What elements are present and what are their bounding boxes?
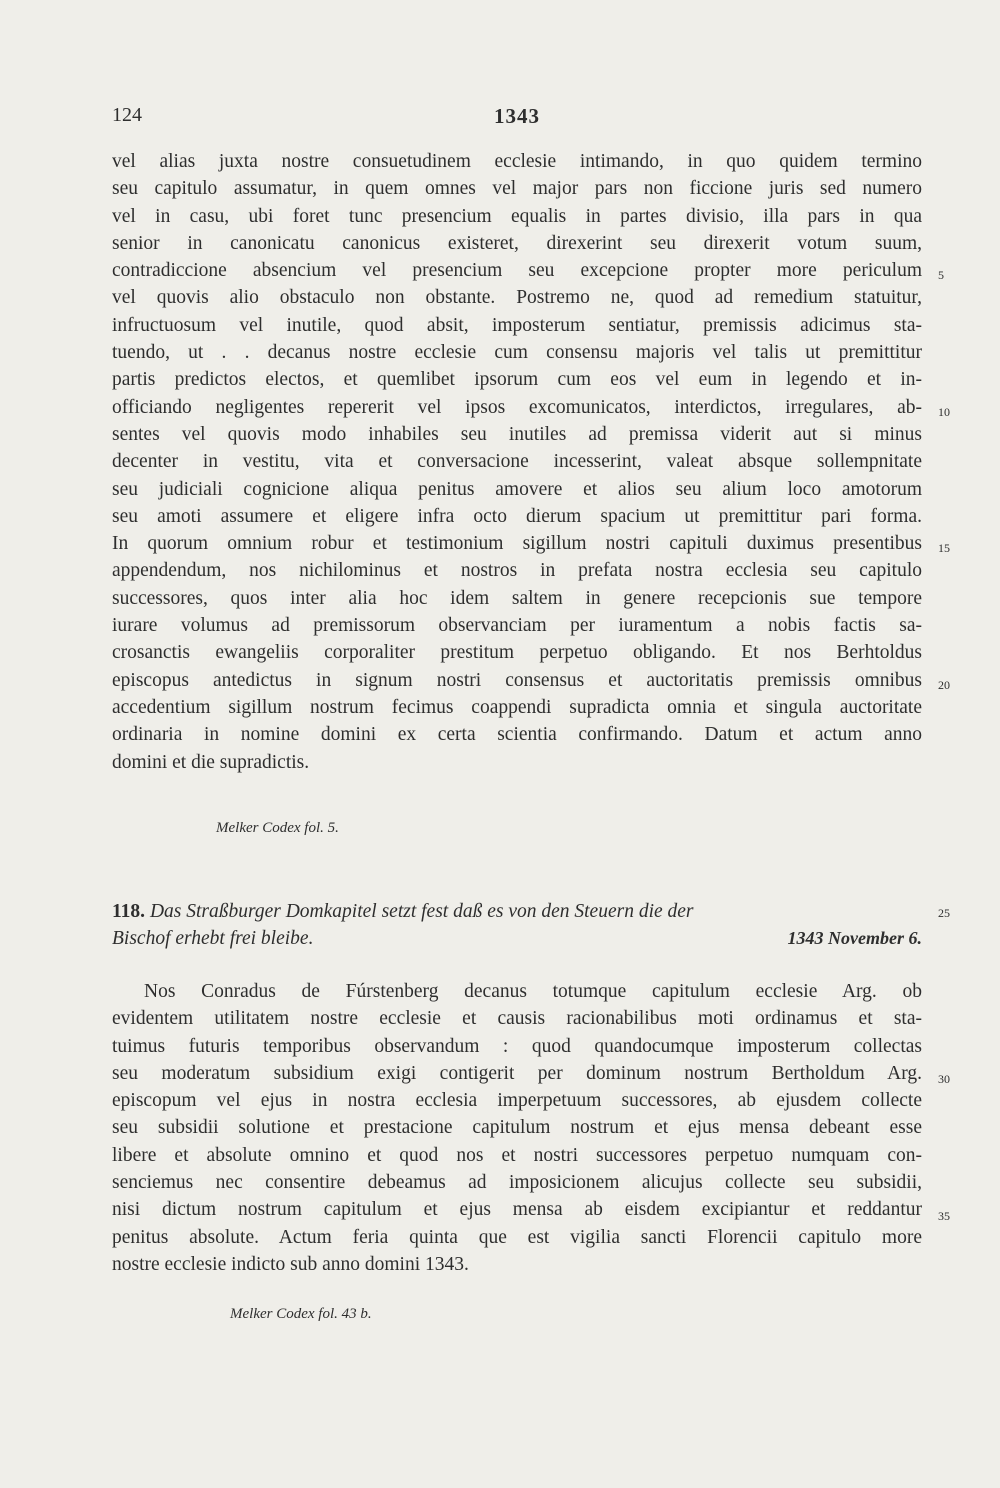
text-line: partis predictos electos, et quemlibet ipsorum cum eos vel eum in legendo et in-: [112, 369, 922, 391]
charter-text: [112, 978, 922, 1278]
line-number: 10: [938, 405, 950, 419]
source-citation: Melker Codex fol. 5.: [216, 820, 339, 836]
text-line: libere et absolute omnino et quod nos et nostri successores perpetuo numquam con-: [112, 1144, 922, 1166]
charter-text-continued: [112, 148, 922, 776]
entry-title-part-1: Das Straßburger Domkapitel setzt fest daß es von den Steuern die der: [149, 901, 694, 922]
heading-line-2: [112, 925, 922, 952]
text-line: vel alias juxta nostre consuetudinem ecclesie intimando, in quo quidem termino: [112, 151, 922, 172]
text-line: decenter in vestitu, vita et conversacione incesserint, valeat absque sollempnitate: [112, 451, 922, 473]
text-line: seu subsidii solutione et prestacione capitulum nostrum et ejus mensa debeant esse: [112, 1117, 922, 1139]
text-line: Nos Conradus de Fúrstenberg decanus totumque capitulum ecclesie Arg. ob: [144, 981, 922, 1002]
source-citation: Melker Codex fol. 43 b.: [230, 1306, 372, 1322]
page-number: 124: [112, 104, 142, 126]
text-line: vel in casu, ubi foret tunc presencium equalis in partes divisio, illa pars in qua: [112, 205, 922, 227]
text-line: penitus absolute. Actum feria quinta que est vigilia sancti Florencii capitulo more: [112, 1226, 922, 1248]
entry-number: 118.: [112, 901, 146, 922]
line-number: 35: [938, 1209, 950, 1223]
text-line: officiando negligentes repererit vel ipsos excomunicatos, interdictos, irregulares, ab-: [112, 396, 922, 418]
entry-date: 1343 November 6.: [787, 928, 922, 948]
page-header: [112, 104, 922, 136]
entry-heading: [112, 898, 922, 952]
text-line: episcopum vel ejus in nostra ecclesia imperpetuum successores, ab ejusdem collecte: [112, 1090, 922, 1112]
text-line: sentes vel quovis modo inhabiles seu inutiles ad premissa viderit aut si minus: [112, 423, 922, 445]
text-line: iurare volumus ad premissorum observanciam per iuramentum a nobis factis sa-: [112, 615, 922, 637]
text-line: seu amoti assumere et eligere infra octo dierum spacium ut premittitur pari forma.: [112, 505, 922, 527]
text-line: appendendum, nos nichilominus et nostros in prefata nostra ecclesia seu capitulo: [112, 560, 922, 582]
line-number: 15: [938, 541, 950, 555]
text-line: accedentium sigillum nostrum fecimus coappendi supradicta omnia et singula auctoritate: [112, 696, 922, 718]
line-number: 30: [938, 1072, 950, 1086]
line-number: 25: [938, 906, 950, 920]
text-line: crosanctis ewangeliis corporaliter prestitum perpetuo obligando. Et nos Berhtoldus: [112, 642, 922, 664]
line-number: 20: [938, 678, 950, 692]
text-line: seu capitulo assumatur, in quem omnes vel major pars non ficcione juris sed numero: [112, 178, 922, 200]
line-number: 5: [938, 268, 944, 282]
text-line: tuendo, ut . . decanus nostre ecclesie cum consensu majoris vel talis ut premittitur: [112, 342, 922, 364]
text-line: evidentem utilitatem nostre ecclesie et causis racionabilibus moti ordinamus et sta-: [112, 1008, 922, 1030]
text-line: senior in canonicatu canonicus existeret, direxerint seu direxerit votum suum,: [112, 232, 922, 254]
text-line: senciemus nec consentire debeamus ad imposicionem alicujus collecte seu subsidii,: [112, 1172, 922, 1194]
text-line: domini et die supradictis.: [112, 751, 310, 773]
text-line: seu moderatum subsidium exigi contigerit per dominum nostrum Bertholdum Arg.: [112, 1062, 922, 1084]
text-line: successores, quos inter alia hoc idem saltem in genere recepcionis sue tempore: [112, 587, 922, 609]
heading-line-1: [112, 898, 922, 925]
text-line: seu judiciali cognicione aliqua penitus amovere et alios seu alium loco amotorum: [112, 478, 922, 500]
running-title-year: 1343: [494, 104, 540, 128]
text-line: vel quovis alio obstaculo non obstante. Postremo ne, quod ad remedium statuitur,: [112, 287, 922, 309]
text-line: episcopus antedictus in signum nostri consensus et auctoritatis premissis omnibus: [112, 669, 922, 691]
text-line: nostre ecclesie indicto sub anno domini 1343.: [112, 1253, 469, 1275]
text-line: ordinaria in nomine domini ex certa scientia confirmando. Datum et actum anno: [112, 724, 922, 746]
entry-title-part-2: Bischof erhebt frei bleibe.: [112, 928, 314, 949]
text-line: infructuosum vel inutile, quod absit, imposterum sentiatur, premissis adicimus sta-: [112, 314, 922, 336]
text-line: In quorum omnium robur et testimonium sigillum nostri capituli duximus presentibus: [112, 533, 922, 555]
text-line: tuimus futuris temporibus observandum : quod quandocumque imposterum collectas: [112, 1035, 922, 1057]
text-line: nisi dictum nostrum capitulum et ejus mensa ab eisdem excipiantur et reddantur: [112, 1199, 922, 1221]
text-line: contradiccione absencium vel presencium seu excepcione propter more periculum: [112, 260, 922, 282]
